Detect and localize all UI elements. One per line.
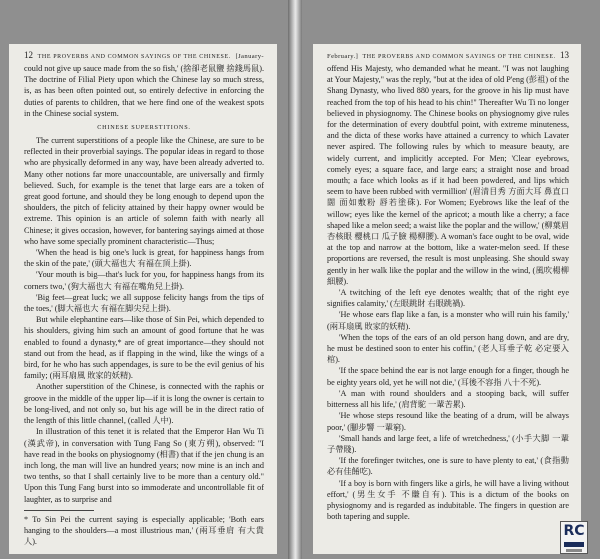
proverb: 'If a boy is born with fingers like a girls, he will have a living without effort,' (男生女手 不賺自有). This is a dictum of the books on physiognomy and is regarded as indubitable. The fingers in question are both tapering and supple. xyxy=(327,478,569,522)
left-page-text xyxy=(24,63,264,547)
paragraph: offend His Majesty, who demanded what he meant. "I was not laughing at Your Majesty," was the reply, "but at the idea of old P'eng (彭祖) of the Shang Dynasty, who lived 880 years, for the groove in his lip must have reached from the top of his head to his chin!" Thereafter Wu Ti no longer believed in physiognomy. The Chinese books on physiognomy give rules for the determination of every doubtful point, with extreme minuteness, and the dicta of these works have attained a currency to which Lavater never aspired. The following rules by which to measure beauty, are widely current, and implicitly accepted. For Men; 'Clear eyebrows, comely eyes; a square face, and large ears; a straight nose and broad mouth; a face which looks as if it had been powdered, and lips which seem to have been rubbed with vermillion' (眉清目秀 方面大耳 鼻直口闊 面如敷粉 唇若塗硃). For Women; Eyebrows like the leaf of the willow; eyes like the kernel of the apricot; a mouth like a cherry; a face shaped like a melon seed; a waist like the poplar and the willow,' (柳葉眉 杏核眼 櫻桃口 瓜子臉 楊柳腰). A woman's face ought to be oval, wide at the top and narrow at the bottom, like a water-melon seed. If these proportions are reversed, the result is most unpleasing. She should sway gently in her walk like the poplar and the willow in the wind, (風吹楊柳細腰). xyxy=(327,64,569,286)
proverb: 'He whose ears flap like a fan, is a monster who will ruin his family,' (兩耳扇風 敗家的妖精). xyxy=(327,310,569,331)
footnote-rule xyxy=(24,510,94,511)
paragraph: The current superstitions of a people like the Chinese, are sure to be reflected in their proverbial sayings. The popular ideas in regard to those who are physically deformed in any way, have been already adverted to. Many other notions far more unaccountable, are universally and firmly believed. Such, for example is the tenet that large ears are a token of great good fortune, and should they be long enough to depend upon the shoulders, the pitch of felicity attained by their happy owner would be extreme. This opinion is an article of solemn faith with nearly all Chinese; it gives occasion, however, for bantering sayings aimed at those who have some specially prominent characteristic—Thus; xyxy=(24,136,264,246)
proverb: 'He whose steps resound like the beating of a drum, will be always poor,' (腳步響 一輩窮). xyxy=(327,411,569,432)
logo-bar xyxy=(566,549,582,552)
rc-logo-text: RC xyxy=(563,523,585,539)
book-gutter xyxy=(288,0,302,559)
footnote: * To Sin Pei the current saying is especially applicable; 'Both ears hanging to the shoulders—a most illustrious man,' (兩耳垂肩 有大貴人). xyxy=(24,514,264,547)
proverb: 'Big feet—great luck; we all suppose felicity hangs from the tips of the toes,' (脚大福也大 有福在脚尖兒上掛). xyxy=(24,292,264,314)
left-running-date: [January- xyxy=(235,53,264,60)
proverb: 'A twitching of the left eye denotes wealth; that of the right eye signifies calamity,' (左眼跳財 右眼跳禍). xyxy=(327,288,569,309)
left-running-head xyxy=(24,50,264,60)
right-running-title: THE PROVERBS AND COMMON SAYINGS OF THE CHINESE. xyxy=(362,54,556,60)
left-page xyxy=(9,44,277,554)
proverb: 'When the head is big one's luck is great, for happiness hangs from the skin of the pate,' (頭大福也大 有福在頂上掛). xyxy=(24,248,264,269)
paragraph: But while elephantine ears—like those of Sin Pei, which depended to his shoulders, giving him such an amount of good fortune that he was enabled to found a dynasty,* are of great importance—they should not stand out from the head, as if flapping in the wind, like the wings of a bird, for he who has such appendages, is sure to be the evil genius of his family; (兩耳扇風 敗家的妖精). xyxy=(24,315,264,381)
paragraph: Another superstition of the Chinese, is connected with the raphis or groove in the middle of the upper lip—if it is long the owner is certain to be long-lived, and not only so, but his age will be in the direct ratio of the length of this little channel, (called 人中). xyxy=(24,382,264,426)
proverb: 'When the tops of the ears of an old person hang down, and are dry, he must be destined soon to enter his coffin,' (老人耳垂子乾 必定要入棺). xyxy=(327,332,569,365)
right-page-number: 13 xyxy=(559,50,569,60)
right-running-head xyxy=(327,50,569,60)
left-page-number: 12 xyxy=(24,50,33,60)
proverb: 'If the forefinger twitches, one is sure to have plenty to eat,' (食指動 必有佳餚吃). xyxy=(327,456,569,477)
right-page xyxy=(313,44,581,554)
left-running-title: THE PROVERBS AND COMMON SAYINGS OF THE CHINESE. xyxy=(37,54,231,60)
right-page-text xyxy=(327,63,569,522)
right-running-date: February.] xyxy=(327,53,359,60)
paragraph: In illustration of this tenet it is related that the Emperor Han Wu Ti (漢武帝), in conversation with Tung Fang So (東方朔), observed: "I have read in the books on physiognomy (相書) that if the jen chung is an inch long, the man will live an hundred years; now mine is an inch and two tenths, so that I shall certainly live to be more than a century old." Upon this Tung Fang burst into so immoderate and uncontrollable fit of laughter, as to surprise and xyxy=(24,427,264,504)
proverb: 'A man with round shoulders and a stooping back, will suffer bitterness all his life,' (肩背駝 一輩苦累). xyxy=(327,388,569,410)
logo-bar xyxy=(564,542,584,547)
section-title: CHINESE SUPERSTITIONS. xyxy=(97,124,191,132)
rc-logo-stamp xyxy=(560,521,588,554)
proverb: 'Your mouth is big—that's luck for you, for happiness hangs from its corners two,' (狗大福也大 有福在嘴角兒上掛). xyxy=(24,270,264,291)
paragraph: could not give up sauce made from the so fish,' (捨卻老鼠鹽 捨錢馬鼠). The doctrine of Filial Piety upon which the Chinese lay so much stress, is, as has been often pointed out, so entirely defective in enforcing the duties of parents to children, that we here find one of the weakest spots in the Chinese social system. xyxy=(24,64,264,118)
proverb: 'If the space behind the ear is not large enough for a finger, though he be eighty years old, yet he will not die,' (耳後不容指 八十不死). xyxy=(327,366,569,387)
proverb: 'Small hands and large feet, a life of wretchedness,' (小手大脚 一輩子帶賤). xyxy=(327,433,569,454)
